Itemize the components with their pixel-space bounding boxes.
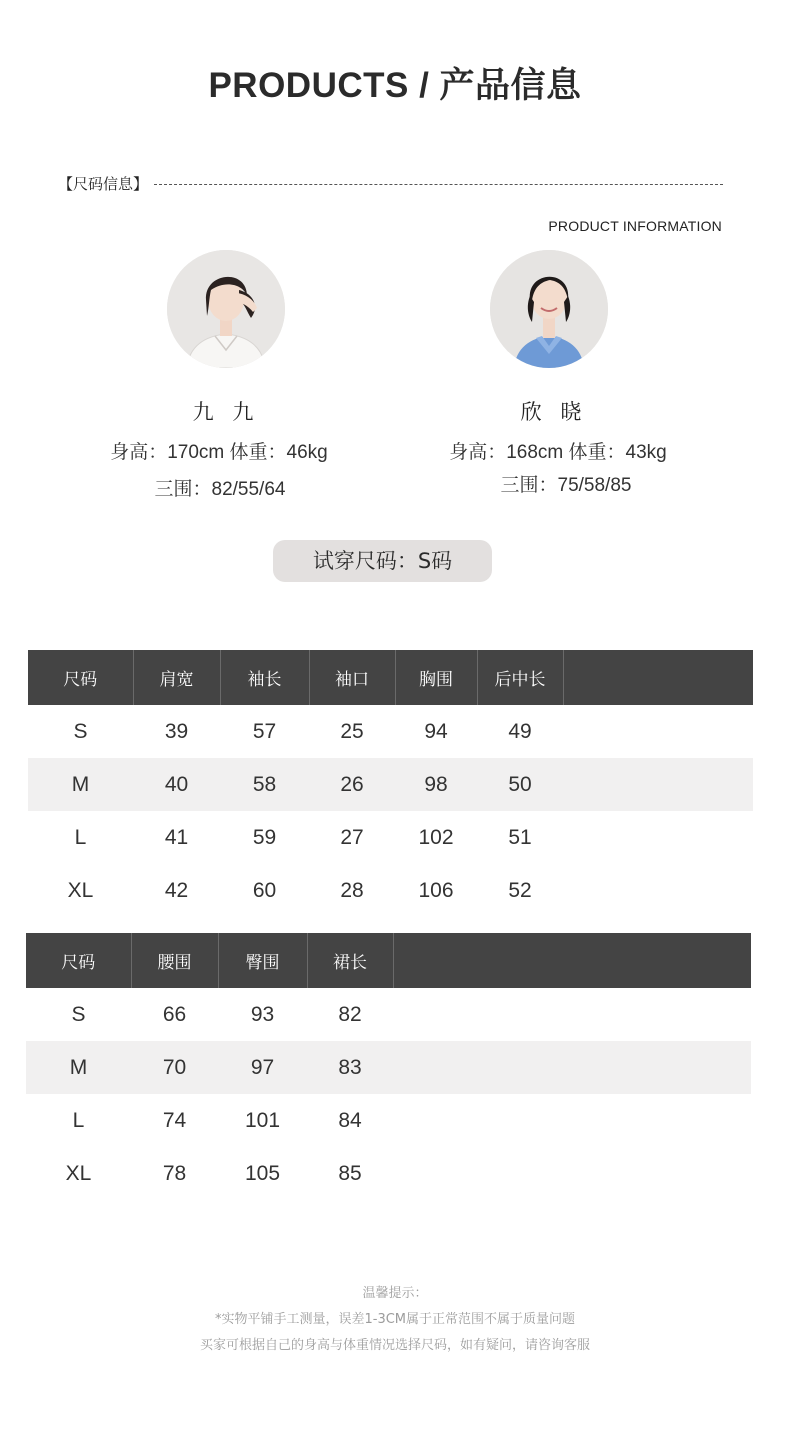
table-cell: 39: [164, 719, 189, 743]
table-cell: 106: [418, 878, 454, 902]
table-cell: XL: [65, 1161, 92, 1185]
model-photo: [490, 250, 608, 368]
table-cell: 84: [338, 1108, 362, 1132]
table-cell: S: [73, 719, 88, 743]
bottom-size-table: [26, 933, 751, 1200]
column-header: 胸围: [395, 650, 477, 705]
table-cell: 93: [250, 1002, 275, 1026]
table-cell: 98: [395, 758, 477, 811]
model-name: 九 九: [192, 400, 260, 424]
model-measurements: 三围：75/58/85: [500, 475, 632, 496]
table-row: [26, 1147, 751, 1200]
table-cell: [563, 811, 753, 864]
column-header: [393, 933, 751, 988]
table-row: [28, 864, 753, 917]
table-cell: 105: [244, 1161, 281, 1185]
table-cell: [393, 1094, 751, 1147]
model-portrait-icon: [490, 250, 608, 368]
section-header: [58, 172, 723, 194]
column-header: 尺码: [26, 933, 131, 988]
column-header: 尺码: [28, 650, 133, 705]
table-header-row: [28, 650, 753, 705]
table-cell: [393, 1041, 751, 1094]
table-cell: 102: [418, 825, 454, 849]
table-cell: 57: [252, 719, 277, 743]
table-row: [26, 1094, 751, 1147]
table-cell: 42: [164, 878, 189, 902]
table-row: [28, 758, 753, 811]
table-cell: S: [71, 1002, 86, 1026]
table-cell: 60: [252, 878, 277, 902]
table-row: [26, 1041, 751, 1094]
table-cell: 28: [340, 878, 364, 902]
table-cell: L: [74, 825, 87, 849]
column-header: [563, 650, 753, 705]
table-cell: 82: [338, 1002, 362, 1026]
column-header: 肩宽: [133, 650, 220, 705]
column-header: 裙长: [307, 933, 393, 988]
section-subtitle: PRODUCT INFORMATION: [548, 218, 722, 234]
table-cell: 49: [508, 719, 532, 743]
table-cell: [563, 758, 753, 811]
column-header: 袖长: [220, 650, 309, 705]
table-cell: XL: [67, 878, 94, 902]
table-cell: 25: [340, 719, 364, 743]
table-row: [28, 811, 753, 864]
column-header: 袖口: [309, 650, 395, 705]
table-cell: M: [28, 758, 133, 811]
table-cell: 70: [131, 1041, 218, 1094]
column-header: 臀围: [218, 933, 307, 988]
model-height-weight: 身高：170cm 体重：46kg: [110, 442, 328, 463]
table-cell: 66: [162, 1002, 187, 1026]
table-cell: 41: [164, 825, 189, 849]
table-cell: 27: [340, 825, 364, 849]
table-cell: 40: [133, 758, 220, 811]
page-title: PRODUCTS / 产品信息: [208, 66, 582, 105]
table-cell: 83: [307, 1041, 393, 1094]
model-portrait-icon: [167, 250, 285, 368]
table-cell: M: [26, 1041, 131, 1094]
table-cell: 26: [309, 758, 395, 811]
table-cell: 52: [508, 878, 532, 902]
table-cell: [563, 864, 753, 917]
column-header: 后中长: [477, 650, 563, 705]
tips-title: 温馨提示：: [362, 1286, 428, 1301]
table-cell: 85: [338, 1161, 362, 1185]
table-cell: 58: [220, 758, 309, 811]
trial-size-badge: 试穿尺码：S码: [273, 540, 492, 582]
table-cell: [393, 1147, 751, 1200]
dashed-divider: [154, 184, 723, 185]
model-photo: [167, 250, 285, 368]
table-cell: 59: [252, 825, 277, 849]
model-name: 欣 晓: [520, 400, 588, 424]
column-header: 腰围: [131, 933, 218, 988]
table-cell: L: [72, 1108, 85, 1132]
model-height-weight: 身高：168cm 体重：43kg: [449, 442, 667, 463]
tips-line: *实物平铺手工测量，误差1-3CM属于正常范围不属于质量问题: [214, 1312, 576, 1327]
top-size-table: [28, 650, 753, 917]
table-cell: 50: [477, 758, 563, 811]
table-cell: 51: [508, 825, 532, 849]
table-cell: [563, 705, 753, 758]
table-cell: 74: [162, 1108, 187, 1132]
table-cell: [393, 988, 751, 1041]
table-header-row: [26, 933, 751, 988]
table-cell: 78: [162, 1161, 187, 1185]
model-measurements: 三围：82/55/64: [154, 479, 286, 500]
table-row: [28, 705, 753, 758]
tips-line: 买家可根据自己的身高与体重情况选择尺码，如有疑问，请咨询客服: [199, 1338, 590, 1353]
table-cell: 97: [218, 1041, 307, 1094]
table-row: [26, 988, 751, 1041]
section-label: 【尺码信息】: [58, 174, 149, 193]
table-cell: 101: [244, 1108, 281, 1132]
table-cell: 94: [424, 719, 448, 743]
